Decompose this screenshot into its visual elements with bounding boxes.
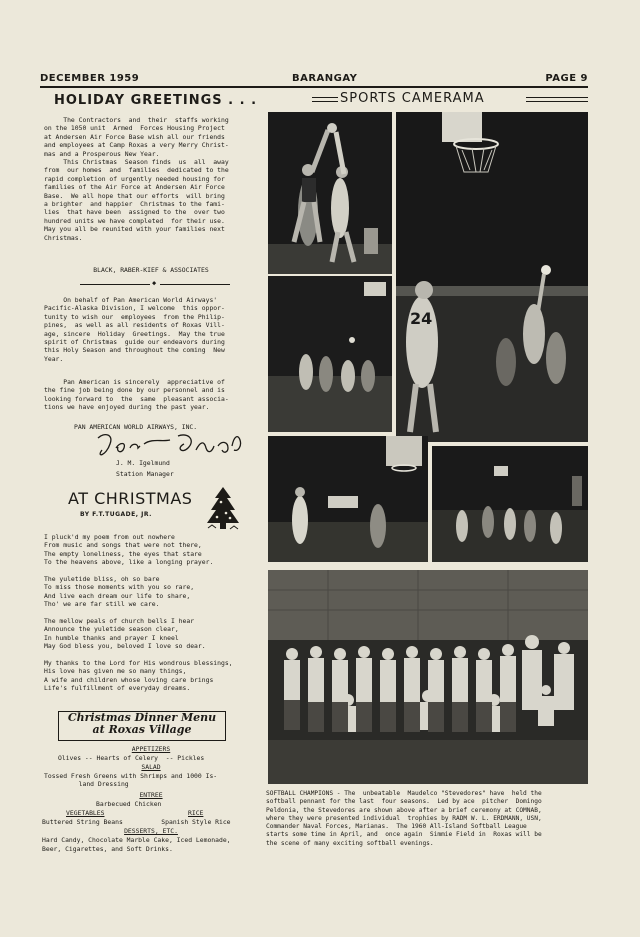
greetings-paragraph-2: On behalf of Pan American World Airways' Pacific-Alaska Division, I welcome this oppor- tunity to wish our employees from the Philip- pines, as well as all residents of Roxas Vill- age, sincere Holiday Greetings. May the true spirit of Christmas guide our endeavors during this Holy Season and throughout the coming New Year.	[44, 296, 225, 363]
photo-basketball-defense	[268, 436, 428, 562]
menu-desserts: Hard Candy, Chocolate Marble Cake, Iced Lemonade, Beer, Cigarettes, and Soft Drinks.	[42, 836, 231, 853]
svg-text:24: 24	[410, 309, 433, 328]
photo-basketball-game	[268, 276, 392, 432]
menu-rice-label: RICE	[188, 809, 204, 817]
divider-right	[160, 284, 230, 285]
poem-stanza-1: I pluck'd my poem from out nowhere From music and songs that were not there, The empty loneliness, the eyes that stare To the heavens above, like a longing prayer.	[44, 533, 214, 567]
menu-entree-label: ENTREE	[139, 791, 163, 799]
menu-entree: Barbecued Chicken	[96, 800, 162, 808]
photo-softball-team	[268, 570, 588, 784]
poem-title: AT CHRISTMAS	[68, 489, 193, 508]
signoff-black-raber-kief: BLACK, RABER-KIEF & ASSOCIATES	[93, 266, 209, 274]
menu-title-line-2: at Roxas Village	[92, 723, 192, 736]
signoff-pan-american: PAN AMERICAN WORLD AIRWAYS, INC.	[74, 423, 198, 431]
menu-title-box	[58, 711, 226, 741]
menu-appetizers-label: APPETIZERS	[131, 745, 171, 753]
sports-rule-left	[312, 97, 338, 102]
menu-salad: Tossed Fresh Greens with Shrimps and 1000 Is- land Dressing	[44, 772, 218, 789]
header-rule	[40, 86, 588, 88]
photo-basketball-court	[432, 446, 588, 562]
poem-stanza-2: The yuletide bliss, oh so bare To miss those moments with you so rare, And live each dream our life to share, Tho' we are far still we care.	[44, 575, 195, 609]
photo-basketball-jump	[268, 112, 392, 274]
menu-title-line-1: Christmas Dinner Menu	[67, 711, 217, 724]
sports-camerama-title: SPORTS CAMERAMA	[340, 91, 485, 106]
diamond-icon: ◆	[152, 279, 157, 287]
greetings-paragraph-1: The Contractors and their staffs working on the 1050 unit Armed Forces Housing Project at Andersen Air Force Base wish all our friends and employees at Camp Roxas a very Merry Christ- mas and a Prosperous New Year. This Christmas Season finds us all away from our homes and families dedicated to the rapid completion of urgently needed housing for families of the Air Force at Andersen Air Force Base. We all hope that our efforts will bring a brighter and happier Christmas to the fami- lies that have been assigned to the over two hundred units we have completed for their use. May you all be reunited with your families next Christmas.	[44, 116, 229, 242]
christmas-tree-icon	[204, 484, 242, 534]
divider-left	[80, 284, 150, 285]
publication-name: BARANGAY	[292, 73, 358, 84]
poem-stanza-3: The mellow peals of church bells I hear Announce the yuletide season clear, In humble thanks and prayer I kneel May God bless you, beloved I love so dear.	[44, 617, 206, 651]
signer-title: Station Manager	[116, 470, 174, 478]
signer-name: J. M. Igelmund	[116, 459, 170, 467]
page-header	[40, 73, 588, 87]
softball-caption: SOFTBALL CHAMPIONS - The unbeatable Maudelco "Stevedores" have held the softball pennant for the last four seasons. Led by ace pitcher Domingo Peldonia, the Stevedores are shown above after a brief ceremony at COMNAB, where they were presented individual trophies by RADM W. L. ERDMANN, USN, Commander Naval Forces, Marianas. The 1960 All-Island Softball League starts some time in April, and once again Simmie Field in Roxas will be the scene of many exciting softball evenings.	[266, 790, 542, 847]
greetings-paragraph-3: Pan American is sincerely appreciative of the fine job being done by our personnel and is looking forward to the same pleasant associa- tions we have enjoyed during the past year.	[44, 378, 229, 412]
sports-rule-right	[526, 97, 588, 102]
issue-date: DECEMBER 1959	[40, 73, 140, 84]
menu-desserts-label: DESSERTS, ETC.	[124, 827, 178, 835]
poem-stanza-4: My thanks to the Lord for His wondrous blessings, His love has given me so many things, A wife and children whose loving care brings Life's fulfillment of everyday dreams.	[44, 659, 233, 693]
menu-salad-label: SALAD	[141, 763, 161, 771]
photo-basketball-hoop	[396, 112, 588, 442]
menu-vegetables-rice: Buttered String Beans Spanish Style Rice	[42, 818, 231, 826]
menu-vegetables-label: VEGETABLES	[66, 809, 105, 817]
poem-byline: BY F.T.TUGADE, JR.	[80, 511, 152, 518]
menu-appetizers: Olives -- Hearts of Celery -- Pickles	[58, 754, 205, 762]
holiday-greetings-title: HOLIDAY GREETINGS . . .	[54, 93, 258, 108]
page-number: PAGE 9	[545, 73, 588, 84]
